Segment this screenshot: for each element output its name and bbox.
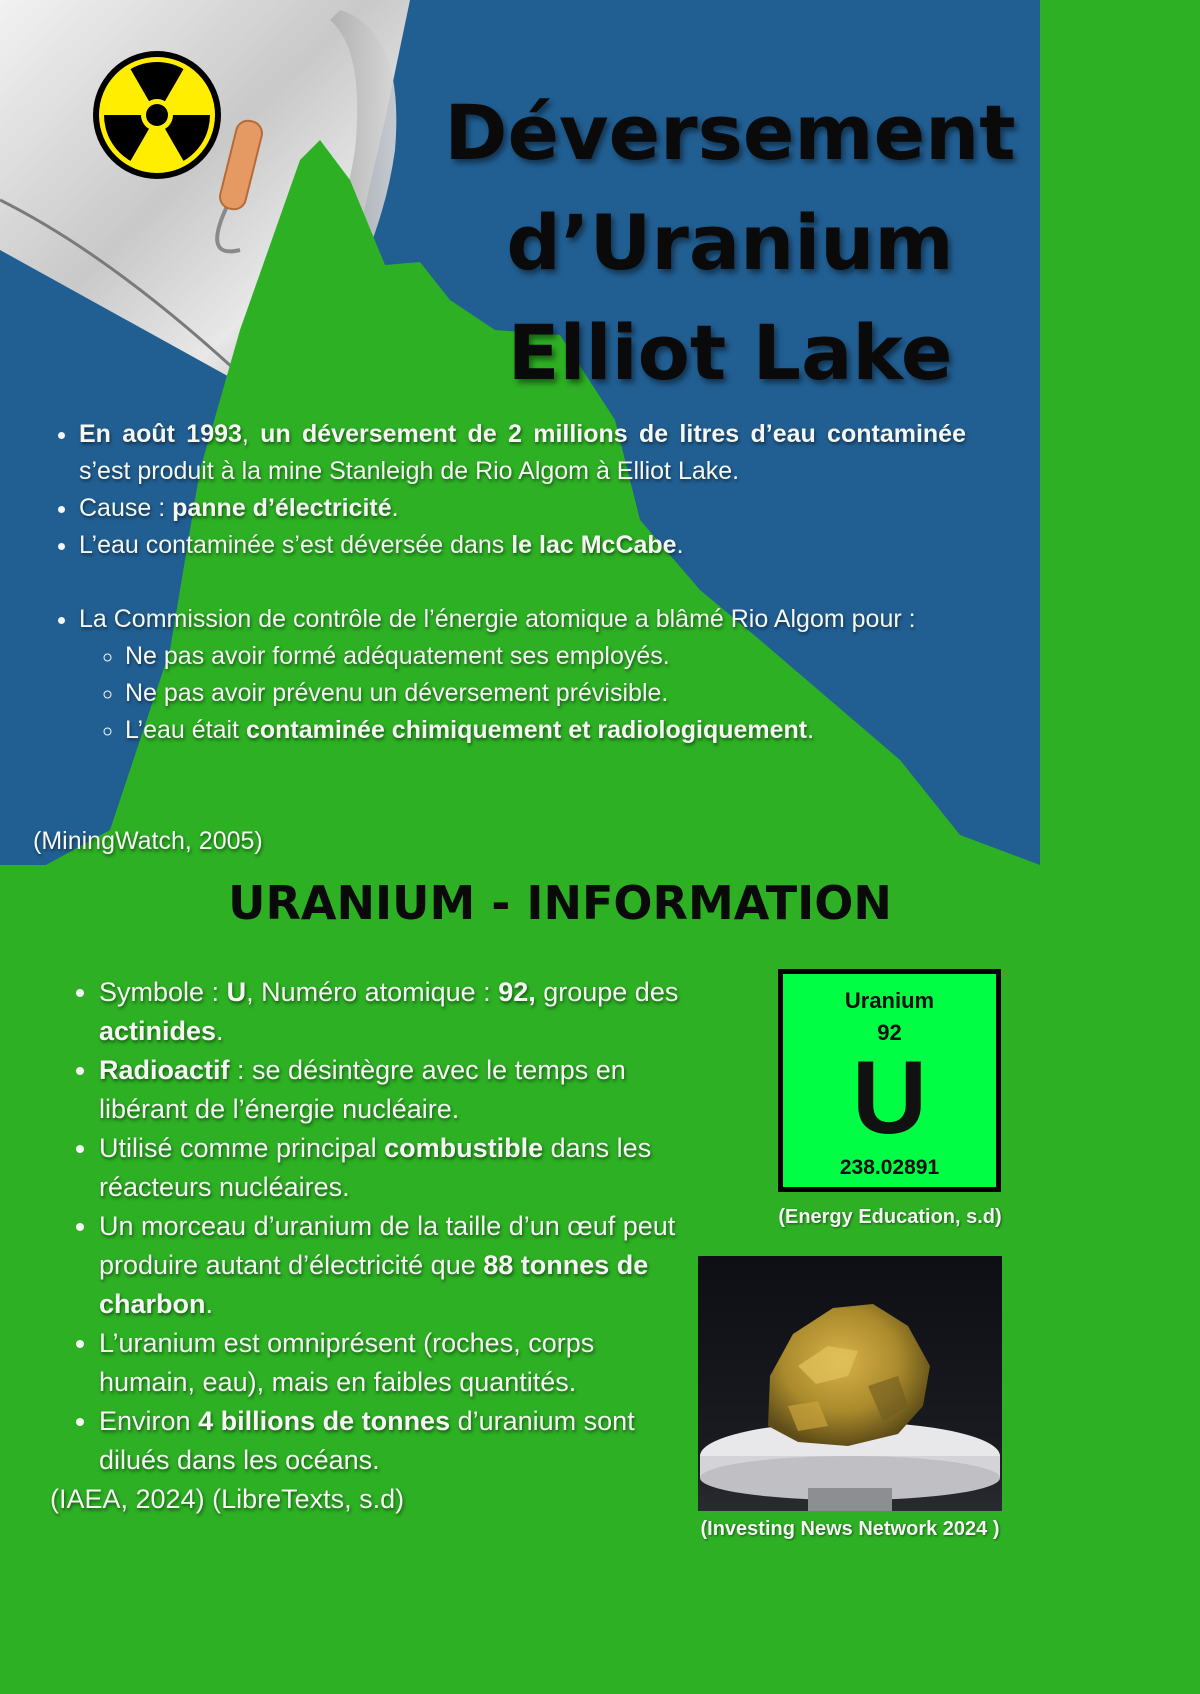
info-bullet-radioactive: • Radioactif : se désintègre avec le temps en libérant de l’énergie nucléaire. — [99, 1051, 682, 1129]
element-number: 92 — [877, 1020, 902, 1045]
info-bullet-presence: • L’uranium est omniprésent (roches, corps humain, eau), mais en faibles quantités. — [99, 1324, 682, 1402]
info-bullet-fuel: • Utilisé comme principal combustible dans les réacteurs nucléaires. — [99, 1129, 682, 1207]
spill-bullet-cause: • Cause : panne d’électricité. — [79, 490, 966, 527]
element-mass: 238.02891 — [839, 1156, 940, 1179]
info-bullet-symbol: • Symbole : U, Numéro atomique : 92, groupe des actinides. — [99, 973, 682, 1051]
spill-bullet-commission: • La Commission de contrôle de l’énergie atomique a blâmé Rio Algom pour : ◦ Ne pas avoir formé adéquatement ses employés. ◦ Ne pas avoir prévenu un déversement prévisible. ◦ L’eau était contaminée chimiquement et radiologiquement. — [79, 601, 966, 749]
title-line-1: Déversement — [444, 88, 1016, 177]
spill-sub-prevention: ◦ Ne pas avoir prévenu un déversement prévisible. — [125, 675, 966, 712]
uranium-element-tile — [778, 969, 1001, 1192]
spill-sub-training: ◦ Ne pas avoir formé adéquatement ses employés. — [125, 638, 966, 675]
uranium-info — [50, 973, 682, 1514]
photo-caption: (Investing News Network 2024 ) — [700, 1518, 1000, 1540]
info-source: (IAEA, 2024) (LibreTexts, s.d) — [50, 1484, 405, 1514]
info-bullet-oceans: • Environ 4 billions de tonnes d’uranium sont dilués dans les océans. — [99, 1402, 682, 1480]
uranium-ore-photo — [698, 1256, 1002, 1511]
title-line-3: Elliot Lake — [507, 308, 953, 397]
element-name: Uranium — [844, 988, 935, 1013]
element-symbol: U — [851, 1040, 928, 1156]
spill-source: (MiningWatch, 2005) — [33, 827, 263, 855]
section-heading: URANIUM - INFORMATION — [228, 876, 892, 930]
info-bullet-coal: • Un morceau d’uranium de la taille d’un œuf peut produire autant d’électricité que 88 tonnes de charbon. — [99, 1207, 682, 1324]
spill-bullet-lake: • L’eau contaminée s’est déversée dans le lac McCabe. — [79, 527, 966, 564]
element-caption: (Energy Education, s.d) — [778, 1206, 1002, 1228]
spill-sub-contamination: ◦ L’eau était contaminée chimiquement et radiologiquement. — [125, 712, 966, 749]
spill-facts — [33, 416, 966, 855]
page-title — [440, 78, 1020, 408]
spill-bullet-date: • En août 1993, un déversement de 2 millions de litres d’eau contaminée s’est produit à la mine Stanleigh de Rio Algom à Elliot Lake. — [79, 416, 966, 490]
title-line-2: d’Uranium — [506, 198, 954, 287]
